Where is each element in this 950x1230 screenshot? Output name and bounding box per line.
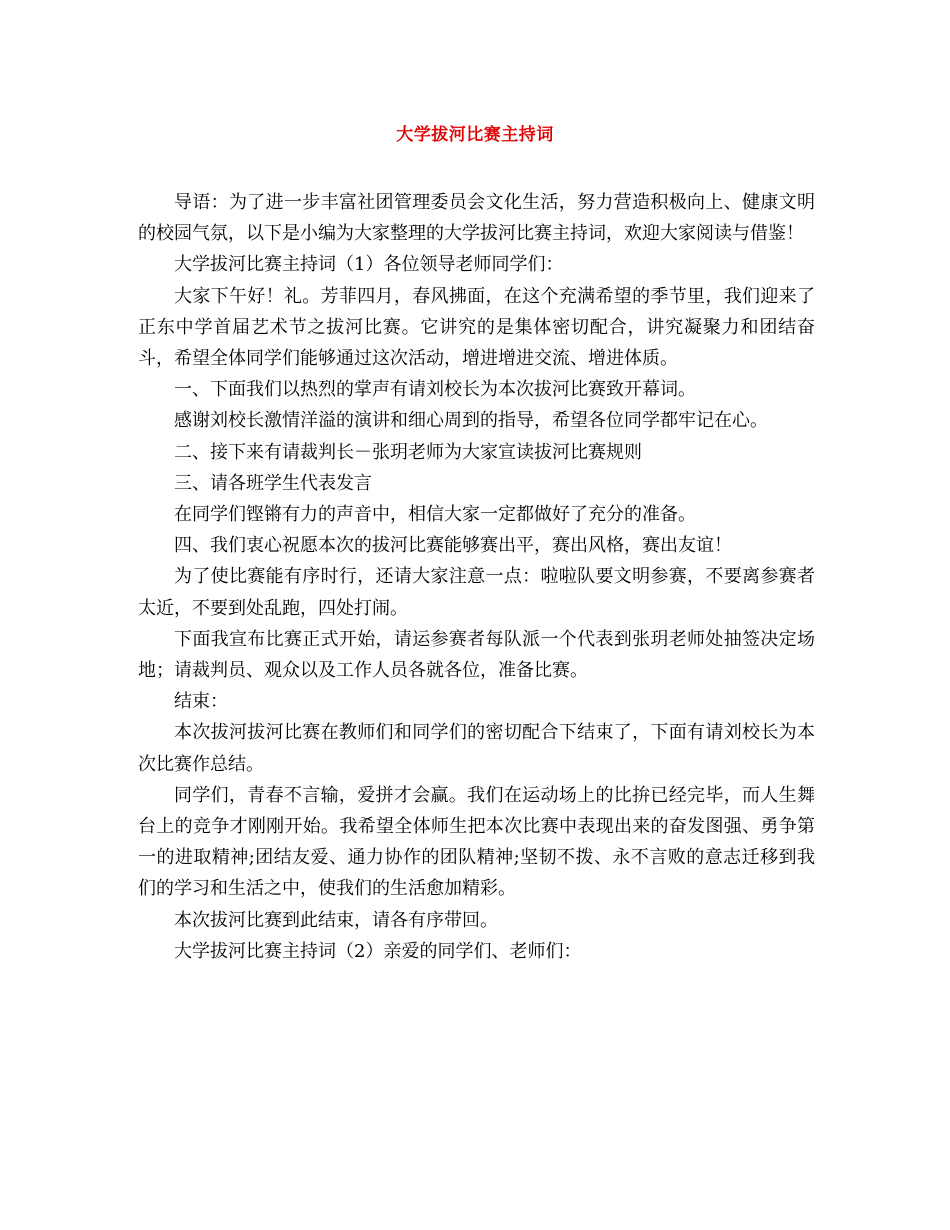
paragraph-dismiss: 本次拔河比赛到此结束，请各有序带回。 [174, 909, 498, 931]
paragraph-step-4: 四、我们衷心祝愿本次的拔河比赛能够赛出平，赛出风格，赛出友谊！ [174, 535, 732, 557]
paragraph-summary: 同学们，青春不言输，爱拼才会赢。我们在运动场上的比拚已经完毕，而人生舞台上的竞争才刚刚开始。我希望全体师生把本次比赛中表现出来的奋发图强、勇争第一的进取精神;团结友爱、通力协作的团队精神;坚韧不拨、永不言败的意志迁移到我们的学习和生活之中，使我们的生活愈加精彩。 [138, 784, 815, 900]
paragraph-step-2: 二、接下来有请裁判长－张玥老师为大家宣读拔河比赛规则 [174, 441, 642, 463]
paragraph-start: 下面我宣布比赛正式开始，请运参赛者每队派一个代表到张玥老师处抽签决定场地；请裁判员、观众以及工作人员各就各位，准备比赛。 [138, 628, 815, 682]
document-body [138, 187, 815, 967]
paragraph-intro: 导语：为了进一步丰富社团管理委员会文化生活，努力营造积极向上、健康文明的校园气氛，以下是小编为大家整理的大学拔河比赛主持词，欢迎大家阅读与借鉴！ [138, 192, 815, 245]
paragraph-speech-1-heading: 大学拔河比赛主持词（1）各位领导老师同学们： [174, 254, 564, 276]
paragraph-ending-label: 结束： [174, 691, 228, 713]
paragraph-greeting: 大家下午好！礼。芳菲四月，春风拂面，在这个充满希望的季节里，我们迎来了正东中学首届艺术节之拔河比赛。它讲究的是集体密切配合，讲究凝聚力和团结奋斗，希望全体同学们能够通过这次活动，增进增进交流、增进体质。 [138, 285, 815, 370]
paragraph-step-3: 三、请各班学生代表发言 [174, 472, 372, 494]
paragraph-thanks: 感谢刘校长激情洋溢的演讲和细心周到的指导，希望各位同学都牢记在心。 [174, 410, 768, 432]
paragraph-notice: 为了使比赛能有序时行，还请大家注意一点：啦啦队要文明参赛，不要离参赛者太近，不要到处乱跑，四处打闹。 [138, 566, 815, 619]
paragraph-ending: 本次拔河拔河比赛在教师们和同学们的密切配合下结束了，下面有请刘校长为本次比赛作总结。 [138, 722, 815, 775]
paragraph-step-1: 一、下面我们以热烈的掌声有请刘校长为本次拔河比赛致开幕词。 [174, 379, 696, 401]
document-title: 大学拔河比赛主持词 [396, 125, 554, 145]
paragraph-prepared: 在同学们铿锵有力的声音中，相信大家一定都做好了充分的准备。 [174, 504, 696, 526]
paragraph-speech-2-heading: 大学拔河比赛主持词（2）亲爱的同学们、老师们： [174, 940, 582, 962]
